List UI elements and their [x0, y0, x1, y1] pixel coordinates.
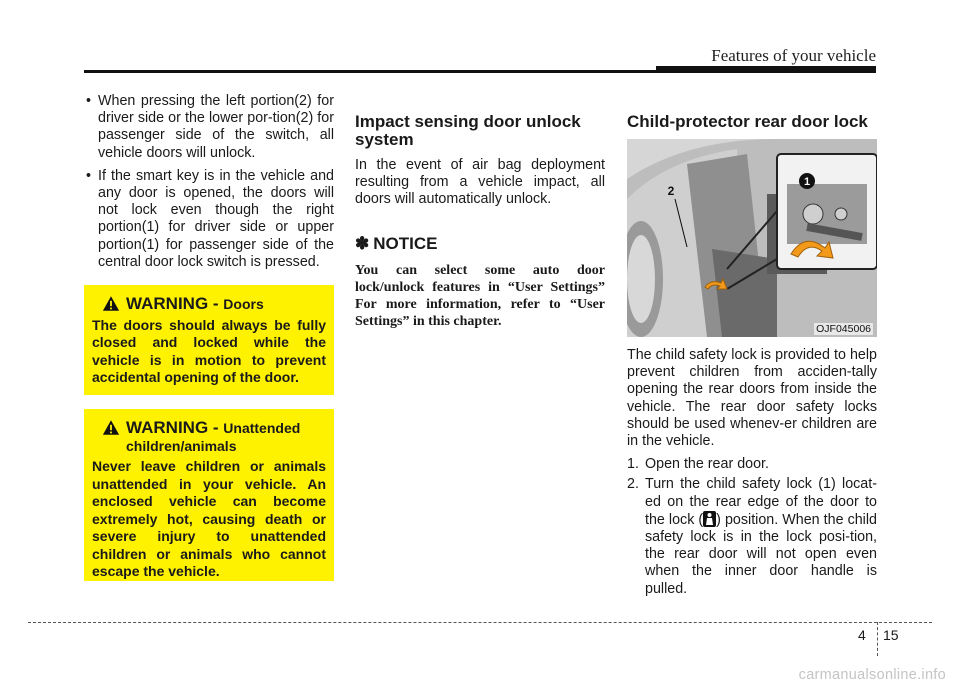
- page-chapter: 4: [858, 627, 866, 643]
- step-item: [627, 456, 877, 473]
- page-header-title: Features of your vehicle: [711, 46, 876, 65]
- step-list: [627, 456, 877, 598]
- warning-body: The doors should always be fully closed and locked while the vehicle is in motion to prevent accidental opening of the door.: [92, 316, 326, 385]
- car-door-illustration: [627, 139, 877, 337]
- bullet-item: • If the smart key is in the vehicle and any door is opened, the doors will not lock even though the right portion(1) for driver side or upper portion(1) for passenger side of the central door lock switch is pressed.: [84, 168, 334, 271]
- warning-triangle-icon: [102, 419, 120, 436]
- warning-body: Never leave children or animals unattended in your vehicle. An enclosed vehicle can become extremely hot, causing death or severe injury to unattended children or animals who cannot escape the vehicle.: [92, 458, 326, 579]
- figure-callout-1: 1: [803, 176, 811, 188]
- column-3: [627, 113, 877, 139]
- warning-triangle-icon: [102, 295, 120, 312]
- step-item: [627, 476, 877, 597]
- warning-label: WARNING -: [126, 294, 224, 313]
- impact-body: In the event of air bag deployment resulting from a vehicle impact, all doors will automatically unlock.: [355, 157, 605, 208]
- step-number: 2.: [627, 476, 639, 493]
- notice-heading: [355, 235, 605, 252]
- section-title-child-lock: Child-protector rear door lock: [627, 112, 868, 131]
- warning-box-unattended: [84, 409, 334, 581]
- footer-divider: [877, 622, 878, 656]
- child-lock-icon: [703, 511, 716, 527]
- watermark-text: carmanualsonline.info: [798, 667, 946, 683]
- child-lock-figure: [627, 139, 877, 337]
- warning-subject: Unattended children/animals: [126, 420, 301, 454]
- child-lock-intro: The child safety lock is provided to help prevent children from acciden-tally opening the rear doors from inside the vehicle. The rear door safety locks should be used whenev-er children are in the vehicle.: [627, 347, 877, 450]
- warning-header: [92, 419, 326, 455]
- column-1: [84, 93, 334, 277]
- notice-icon: ✽: [355, 233, 370, 253]
- footer-rule: [28, 622, 932, 623]
- warning-label: WARNING -: [126, 418, 224, 437]
- figure-callout-2: 2: [667, 184, 675, 198]
- child-lock-text: [627, 347, 877, 598]
- section-title-impact: Impact sensing door unlock system: [355, 112, 581, 149]
- column-2: [355, 113, 605, 330]
- step-text: Turn the child safety lock (1) locat-ed on the rear edge of the door to the lock (: [645, 476, 877, 528]
- step-number: 1.: [627, 456, 639, 473]
- notice-title: NOTICE: [373, 233, 438, 253]
- step-text-cont: ) position. When the child safety lock is in the lock posi-tion, the rear door will not open even when the inner door handle is pulled.: [645, 511, 877, 597]
- header-rule-accent: [656, 66, 876, 73]
- figure-code: OJF045006: [816, 323, 871, 335]
- page-number: 15: [883, 627, 899, 643]
- bullet-list: [84, 93, 334, 271]
- step-text: Open the rear door.: [645, 456, 769, 473]
- notice-body: You can select some auto door lock/unlock features in “User Settings” For more information, refer to “User Settings” in this chapter.: [355, 262, 605, 329]
- bullet-item: • When pressing the left portion(2) for driver side or the lower por-tion(2) for passenger side of the switch, all vehicle doors will unlock.: [84, 93, 334, 162]
- warning-header: [92, 295, 326, 314]
- warning-box-doors: [84, 285, 334, 395]
- warning-subject: Doors: [223, 296, 264, 312]
